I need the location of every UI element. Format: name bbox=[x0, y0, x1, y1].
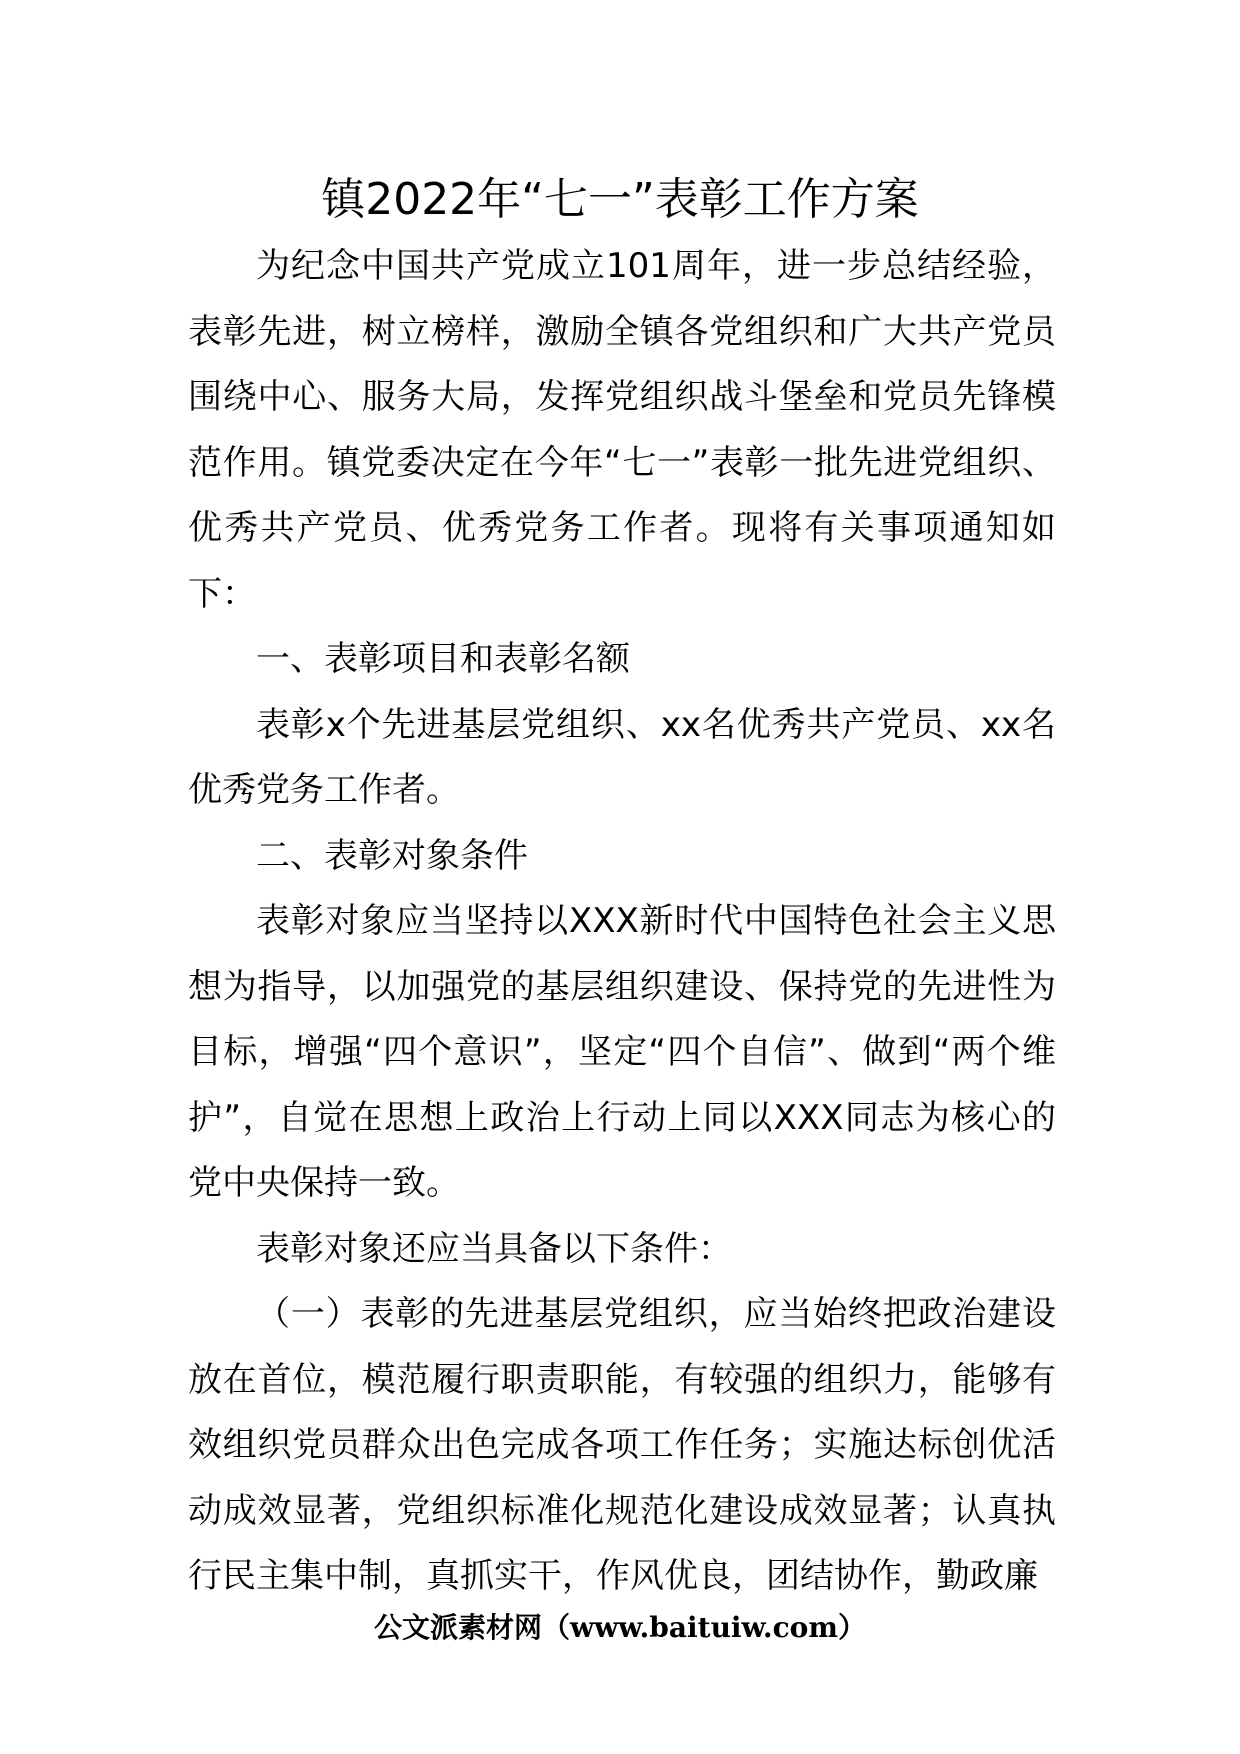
paragraph-quota: 表彰x个先进基层党组织、xx名优秀共产党员、xx名优秀党务工作者。 bbox=[188, 704, 1056, 810]
document-title: 镇2022年“七一”表彰工作方案 bbox=[321, 174, 919, 225]
footer-watermark: 公文派素材网（www.baituiw.com） bbox=[374, 1611, 866, 1644]
paragraph-intro: 为纪念中国共产党成立101周年，进一步总结经验，表彰先进，树立榜样，激励全镇各党组织和广大共产党员围绕中心、服务大局，发挥党组织战斗堡垒和党员先锋模范作用。镇党委决定在今年“七一”表彰一批先进党组织、优秀共产党员、优秀党务工作者。现将有关事项通知如下： bbox=[188, 246, 1056, 614]
paragraph-item-1: （一）表彰的先进基层党组织，应当始终把政治建设放在首位，模范履行职责职能，有较强的组织力，能够有效组织党员群众出色完成各项工作任务；实施达标创优活动成效显著，党组织标准化规范化建设成效显著；认真执行民主集中制，真抓实干，作风优良，团结协作，勤政廉 bbox=[188, 1294, 1056, 1596]
paragraph-conditions: 表彰对象应当坚持以XXX新时代中国特色社会主义思想为指导，以加强党的基层组织建设、保持党的先进性为目标，增强“四个意识”，坚定“四个自信”、做到“两个维护”，自觉在思想上政治上行动上同以XXX同志为核心的党中央保持一致。 bbox=[188, 901, 1056, 1203]
paragraph-extra-conditions: 表彰对象还应当具备以下条件： bbox=[256, 1228, 732, 1269]
section-heading-2: 二、表彰对象条件 bbox=[256, 835, 528, 876]
document-body bbox=[188, 234, 1056, 1610]
section-heading-1: 一、表彰项目和表彰名额 bbox=[256, 639, 630, 679]
